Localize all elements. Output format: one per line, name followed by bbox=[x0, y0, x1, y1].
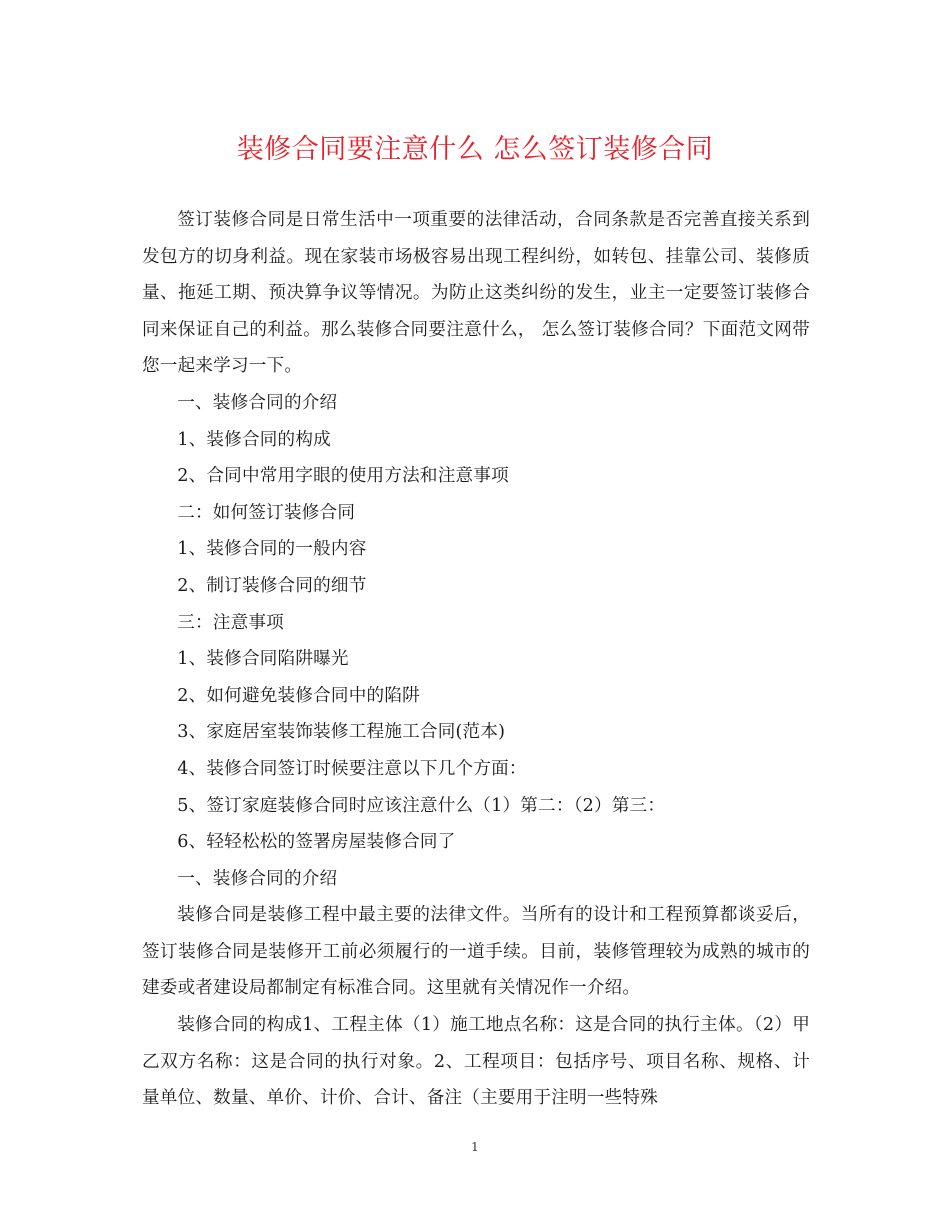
toc-item: 1、装修合同陷阱曝光 bbox=[177, 649, 349, 670]
toc-item: 4、装修合同签订时候要注意以下几个方面： bbox=[177, 758, 527, 779]
toc-heading-1: 一、装修合同的介绍 bbox=[177, 392, 338, 413]
document-title: 装修合同要注意什么 怎么签订装修合同 bbox=[236, 134, 714, 165]
toc-item: 6、轻轻松松的签署房屋装修合同了 bbox=[177, 832, 456, 853]
section-heading: 一、装修合同的介绍 bbox=[177, 868, 338, 889]
document-body bbox=[142, 202, 810, 1117]
body-paragraph: 装修合同是装修工程中最主要的法律文件。当所有的设计和工程预算都谈妥后，签订装修合同是装修开工前必须履行的一道手续。目前，装修管理较为成熟的城市的建委或者建设局都制定有标准合同。这里就有关情况作一介绍。 bbox=[142, 905, 810, 999]
toc-item: 2、如何避免装修合同中的陷阱 bbox=[177, 685, 420, 706]
toc-item: 2、合同中常用字眼的使用方法和注意事项 bbox=[177, 466, 509, 487]
toc-item: 2、制订装修合同的细节 bbox=[177, 575, 367, 596]
toc-heading-3: 三：注意事项 bbox=[177, 612, 284, 633]
toc-item: 1、装修合同的一般内容 bbox=[177, 539, 367, 560]
toc-item: 1、装修合同的构成 bbox=[177, 429, 331, 450]
toc-heading-2: 二：如何签订装修合同 bbox=[177, 502, 356, 523]
intro-paragraph: 签订装修合同是日常生活中一项重要的法律活动，合同条款是否完善直接关系到发包方的切身利益。现在家装市场极容易出现工程纠纷，如转包、挂靠公司、装修质量、拖延工期、预决算争议等情况。为防止这类纠纷的发生，业主一定要签订装修合同来保证自己的利益。那么装修合同要注意什么， 怎么签订装修合同？下面范文网带您一起来学习一下。 bbox=[142, 210, 810, 377]
toc-item: 5、签订家庭装修合同时应该注意什么（1）第二：（2）第三： bbox=[177, 795, 666, 816]
body-paragraph: 装修合同的构成1、工程主体（1）施工地点名称：这是合同的执行主体。（2）甲乙双方名称：这是合同的执行对象。2、工程项目：包括序号、项目名称、规格、计量单位、数量、单价、计价、合计、备注（主要用于注明一些特殊 bbox=[142, 1015, 810, 1109]
page-number: 1 bbox=[471, 1140, 479, 1154]
toc-item: 3、家庭居室装饰装修工程施工合同(范本) bbox=[177, 722, 506, 743]
